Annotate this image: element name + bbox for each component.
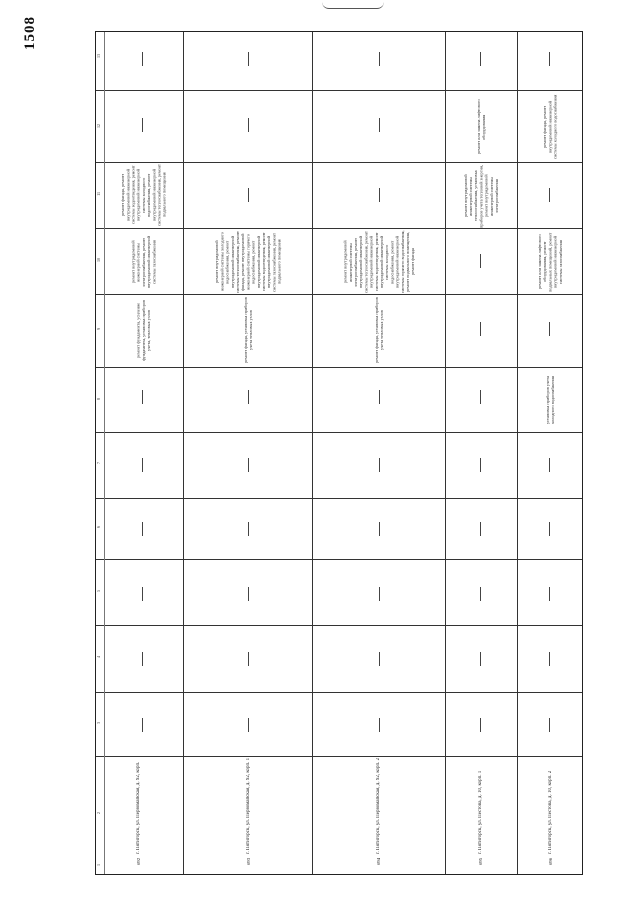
works-table (95, 31, 583, 875)
column-number: 6 (96, 526, 101, 528)
row-number: 694 (376, 858, 381, 865)
column-number: 13 (96, 54, 101, 58)
column-number: 1 (96, 864, 101, 866)
row-cell-col10: ремонт внутридомовой инженерной системы электроснабжения, ремонт внутридомовой инженерной системы теплоснабжения, ремонт внутридомовой инженерной системы водоотведения, ремонт внутридомовой инженерной системы холодного водоснабжения, ремонт внутридомовой инженерной системы горячего водоснабжения, ремонт подвального помещения, ремонт фасада (342, 230, 416, 294)
column-number: 2 (96, 812, 101, 814)
row-address: г. Пятигорск, ул. Пестова, д. 10, корп. 2 (548, 770, 553, 854)
row-address: г. Пятигорск, ул. Первомайская, д. 92, корп. (136, 761, 141, 854)
column-number: 9 (96, 328, 101, 330)
column-number: 3 (96, 722, 101, 724)
row-cell-col12: ремонт или замена лифтового оборудования (475, 99, 486, 155)
row-address: г. Пятигорск, ул. Первомайская, д. 92, корп. 1 (246, 757, 251, 854)
row-number: 693 (246, 858, 251, 865)
row-cell-col10: ремонт внутридомовой инженерной системы электроснабжения, ремонт внутридомовой инженерной системы газоснабжения (130, 235, 157, 289)
row-number: 696 (548, 858, 553, 865)
column-number: 7 (96, 462, 101, 464)
row-cell-col11: ремонт внутридомовой инженерной системы теплоснабжения, установка приборов учета тепловой энергии, ремонт внутридомовой инженерной системы электроснабжения (462, 164, 499, 228)
row-cell-col10: ремонт или замена лифтового оборудования, ремонт подвальных помещений, ремонт внутридомовой инженерной системы газоснабжения (536, 232, 563, 292)
row-cell-col9: ремонт фасада, установка приборов учета тепловых узлов (242, 297, 253, 364)
column-number: 10 (96, 258, 101, 262)
column-number: 5 (96, 590, 101, 592)
row-cell-col9: ремонт фасада, установка приборов учета тепловых узлов (373, 297, 384, 364)
row-number: 692 (136, 858, 141, 865)
row-address: г. Пятигорск, ул. Пестова, д. 10, корп. 1 (478, 770, 483, 854)
row-cell-col11: ремонт фасада, ремонт внутридомовой инженерной системы водоотведения, ремонт внутридомовой инженерной системы холодного водоснабжения, ремонт внутридомовой инженерной системы теплоснабжения, ремонт подвального помещения (120, 164, 167, 226)
row-address: г. Пятигорск, ул. Первомайская, д. 92, корп. 2 (376, 757, 381, 854)
column-number: 12 (96, 124, 101, 128)
row-cell-col10: ремонт внутридомовой инженерной системы холодного водоснабжения, ремонт внутридомовой инженерной системы теплоснабжения, ремонт фасада, ремонт внутридомовой инженерной системы горячего водоснабжения, ремонт внутридомовой инженерной системы водоотведения, ремонт внутридомовой инженерной системы газоснабжения, ремонт подвального помещения (214, 231, 282, 293)
page-number: 1508 (22, 16, 38, 50)
row-cell-col9: установка приборов учета холодного водоснабжения (544, 376, 555, 424)
column-number: 8 (96, 398, 101, 400)
row-number: 695 (478, 858, 483, 865)
row-cell-col9: ремонт фундамента, усиление фундамента, установка приборов учета, тепловых узлов (135, 300, 152, 361)
top-mark (322, 2, 384, 9)
column-number: 11 (96, 192, 101, 196)
row-cell-col12: ремонт фасада, ремонт внутридомовой инженерной системы холодного водоснабжения (542, 94, 558, 160)
column-number: 4 (96, 656, 101, 658)
